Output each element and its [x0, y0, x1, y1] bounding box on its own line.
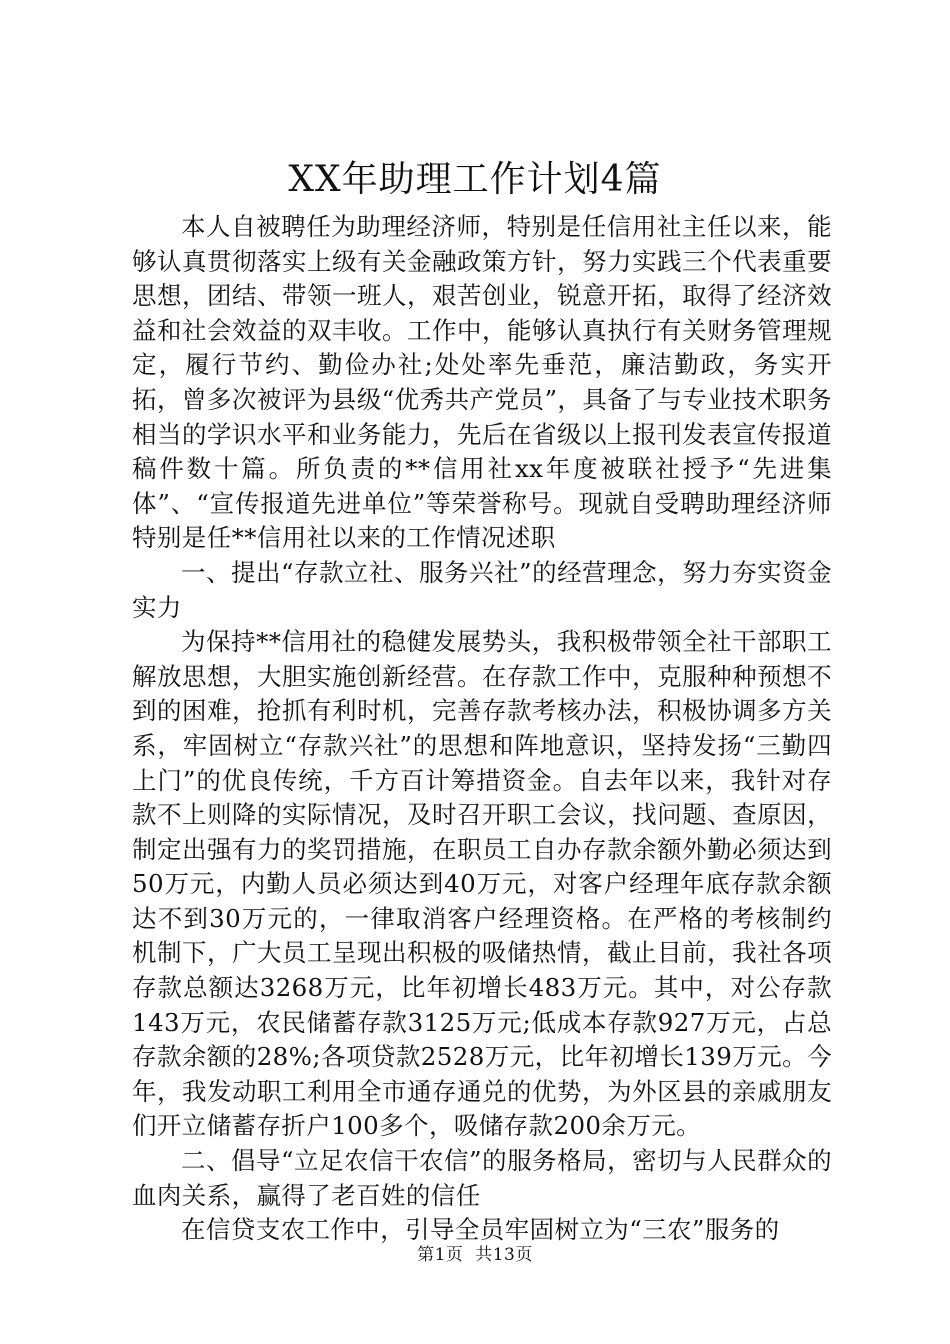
- document-title: XX年助理工作计划4篇: [288, 159, 662, 200]
- document-body: [132, 210, 832, 1248]
- paragraph-section-1: 为保持**信用社的稳健发展势头，我积极带领全社干部职工解放思想，大胆实施创新经营。在存款工作中，克服种种预想不到的困难，抢抓有利时机，完善存款考核办法，积极协调多方关系，牢固树立“存款兴社”的思想和阵地意识，坚持发扬“三勤四上门”的优良传统，千方百计筹措资金。自去年以来，我针对存款不上则降的实际情况，及时召开职工会议，找问题、查原因，制定出强有力的奖罚措施，在职员工自办存款余额外勤必须达到50万元，内勤人员必须达到40万元，对客户经理年底存款余额达不到30万元的，一律取消客户经理资格。在严格的考核制约机制下，广大员工呈现出积极的吸储热情，截止目前，我社各项存款总额达3268万元，比年初增长483万元。其中，对公存款143万元，农民储蓄存款3125万元;低成本存款927万元，占总存款余额的28%;各项贷款2528万元，比年初增长139万元。今年，我发动职工利用全市通存通兑的优势，为外区县的亲戚朋友们开立储蓄存折户100多个，吸储存款200余万元。: [132, 627, 832, 1141]
- section-heading-1: 一、提出“存款立社、服务兴社”的经营理念，努力夯实资金实力: [132, 557, 832, 622]
- paragraph-intro: 本人自被聘任为助理经济师，特别是任信用社主任以来，能够认真贯彻落实上级有关金融政策方针，努力实践三个代表重要思想，团结、带领一班人，艰苦创业，锐意开拓，取得了经济效益和社会效益的双丰收。工作中，能够认真执行有关财务管理规定，履行节约、勤俭办社;处处率先垂范，廉洁勤政，务实开拓，曾多次被评为县级“优秀共产党员”，具备了与专业技术职务相当的学识水平和业务能力，先后在省级以上报刊发表宣传报道稿件数十篇。所负责的**信用社xx年度被联社授予“先进集体”、“宣传报道先进单位”等荣誉称号。现就自受聘助理经济师特别是任**信用社以来的工作情况述职: [132, 212, 832, 553]
- section-heading-2: 二、倡导“立足农信干农信”的服务格局，密切与人民群众的血肉关系，赢得了老百姓的信任: [132, 1146, 832, 1210]
- page-footer: [0, 1243, 950, 1267]
- paragraph-section-2: 在信贷支农工作中，引导全员牢固树立为“三农”服务的: [181, 1215, 780, 1245]
- page-number: 第1页 共13页: [417, 1245, 533, 1265]
